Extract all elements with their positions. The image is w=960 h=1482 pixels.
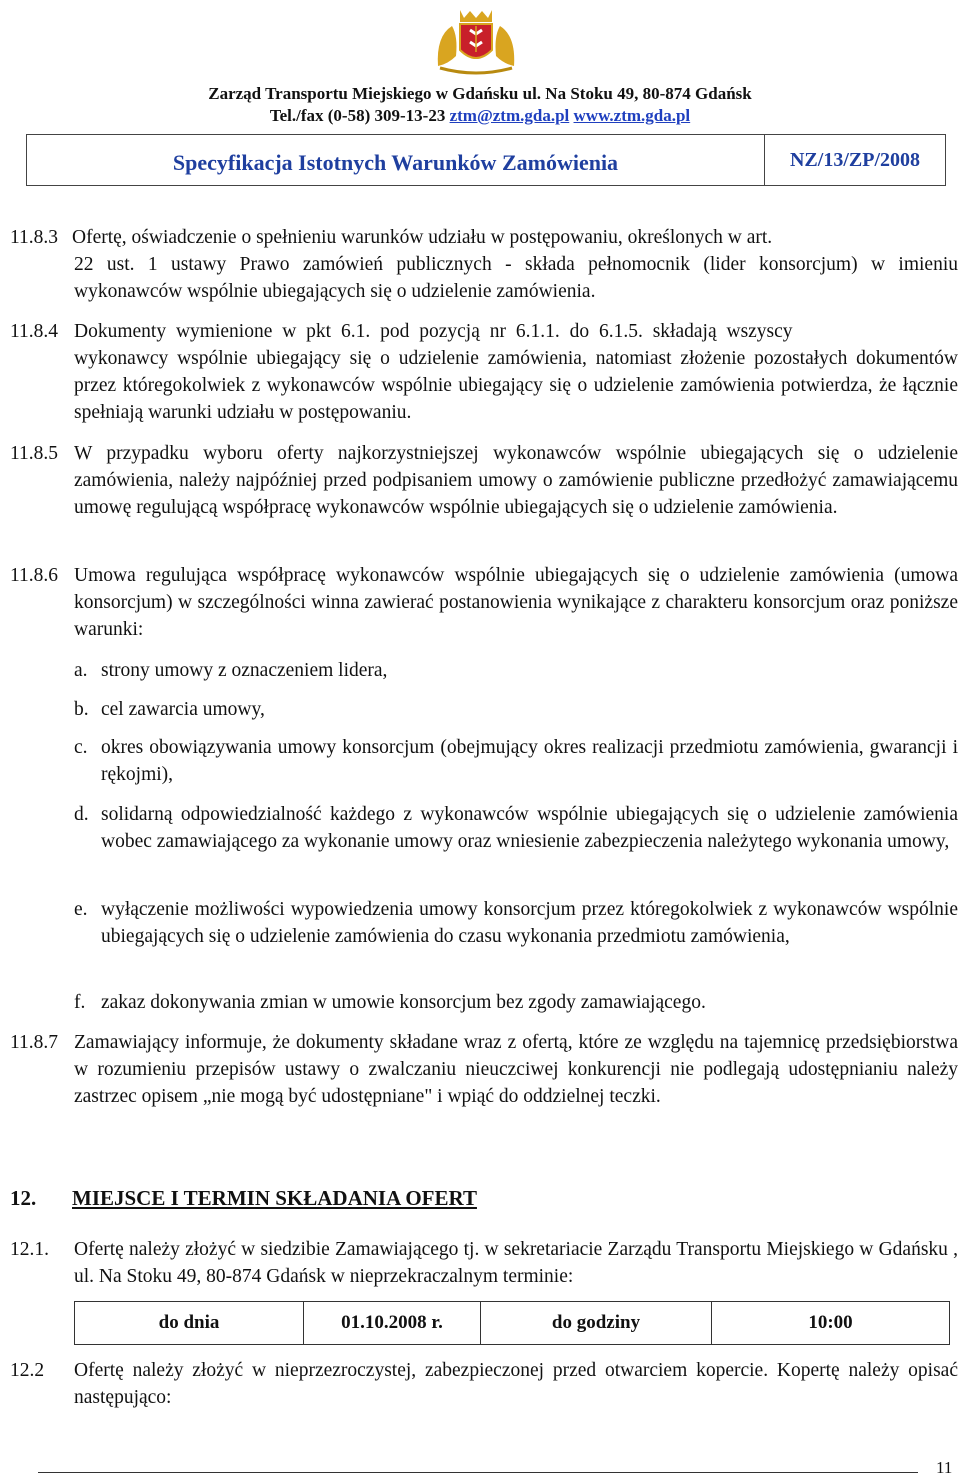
- paragraph-number: 11.8.5: [10, 443, 59, 464]
- paragraph-text: wykonawcy wspólnie ubiegający się o udzielenie zamówienia, natomiast złożenie pozostałych dokumentów przez któregokolwiek z wykonawców wspólnie ubiegający się o udzielenie zamówienia potwierdza, że łącznie spełniają warunki udziału w postępowaniu.: [74, 348, 958, 423]
- item-letter: c.: [74, 737, 88, 758]
- footer-divider: [38, 1472, 918, 1473]
- item-text: zakaz dokonywania zmian w umowie konsorcjum bez zgody zamawiającego.: [101, 992, 706, 1013]
- deadline-table: [74, 1301, 950, 1345]
- item-letter: d.: [74, 804, 89, 825]
- website-link[interactable]: www.ztm.gda.pl: [573, 106, 691, 125]
- paragraph-number: 12.2: [10, 1360, 45, 1381]
- spec-title: Specyfikacja Istotnych Warunków Zamówienia: [27, 135, 765, 185]
- date-value: 01.10.2008 r.: [304, 1302, 481, 1345]
- paragraph-text: Zamawiający informuje, że dokumenty składane wraz z ofertą, które ze względu na tajemnicę przedsiębiorstwa w rozumieniu przepisów ustawy o zwalczaniu nieuczciwej konkurencji nie podlegają udostępnianiu należy zastrzec opisem „nie mogą być udostępniane" i wpiąć do oddzielnej teczki.: [74, 1032, 958, 1107]
- paragraph-text: Umowa regulująca współpracę wykonawców wspólnie ubiegających się o udzielenie zamówienia (umowa konsorcjum) w szczególności winna zawierać postanowienia wynikające z charakteru konsorcjum oraz poniższe warunki:: [74, 565, 958, 640]
- paragraph-number: 11.8.6: [10, 565, 59, 586]
- paragraph-text: Ofertę należy złożyć w nieprzezroczystej, zabezpieczonej przed otwarciem kopercie. Kopertę należy opisać następująco:: [74, 1360, 958, 1408]
- item-text: okres obowiązywania umowy konsorcjum (obejmujący okres realizacji przedmiotu zamówienia, gwarancji i rękojmi),: [101, 737, 958, 785]
- paragraph-first-line: Ofertę, oświadczenie o spełnieniu warunków udziału w postępowaniu, określonych w art.: [72, 227, 773, 248]
- date-label: do dnia: [75, 1302, 304, 1345]
- item-letter: b.: [74, 699, 89, 720]
- paragraph-number: 11.8.3: [10, 227, 59, 248]
- spec-header-box: [26, 134, 946, 186]
- paragraph-number: 11.8.4: [10, 321, 59, 342]
- time-label: do godziny: [481, 1302, 712, 1345]
- item-text: cel zawarcia umowy,: [101, 699, 265, 720]
- phone-fax: Tel./fax (0-58) 309-13-23: [269, 106, 446, 125]
- section-title: MIEJSCE I TERMIN SKŁADANIA OFERT: [72, 1186, 477, 1210]
- gdansk-crest-icon: [430, 6, 522, 78]
- case-number: NZ/13/ZP/2008: [789, 149, 920, 171]
- page-number: 11: [936, 1458, 953, 1477]
- item-letter: f.: [74, 992, 86, 1013]
- organization-line: Zarząd Transportu Miejskiego w Gdańsku ul. Na Stoku 49, 80-874 Gdańsk: [208, 84, 752, 103]
- paragraph-text: Ofertę należy złożyć w siedzibie Zamawiającego tj. w sekretariacie Zarządu Transportu Miejskiego w Gdańsku , ul. Na Stoku 49, 80-874 Gdańsk w nieprzekraczalnym terminie:: [74, 1239, 958, 1287]
- paragraph-text: W przypadku wyboru oferty najkorzystniejszej wykonawców wspólnie ubiegających się o udzielenie zamówienia, należy najpóźniej przed podpisaniem umowy o zamówienie publiczne przedłożyć zamawiającemu umowę regulującą współpracę wykonawców wspólnie ubiegających się o udzielenie zamówienia.: [74, 443, 958, 518]
- table-row: [75, 1302, 950, 1345]
- section-heading: [10, 1186, 477, 1211]
- paragraph-number: 11.8.7: [10, 1032, 59, 1053]
- email-link[interactable]: ztm@ztm.gda.pl: [449, 106, 570, 125]
- contact-line: [0, 106, 960, 126]
- item-letter: e.: [74, 899, 88, 920]
- item-text: wyłączenie możliwości wypowiedzenia umowy konsorcjum przez któregokolwiek z wykonawców wspólnie ubiegających się o udzielenie zamówienia do czasu wykonania przedmiotu zamówienia,: [101, 899, 958, 947]
- paragraph-first-line: Dokumenty wymienione w pkt 6.1. pod pozycją nr 6.1.1. do 6.1.5. składają wszyscy: [74, 321, 793, 342]
- item-text: solidarną odpowiedzialność każdego z wykonawców wspólnie ubiegających się o udzielenie zamówienia wobec zamawiającego za wykonanie umowy oraz wniesienie zabezpieczenia należytego wykonania umowy,: [101, 804, 958, 852]
- item-letter: a.: [74, 660, 88, 681]
- section-number: 12.: [10, 1186, 37, 1210]
- time-value: 10:00: [712, 1302, 950, 1345]
- paragraph-text: 22 ust. 1 ustawy Prawo zamówień publicznych - składa pełnomocnik (lider konsorcjum) w imieniu wykonawców wspólnie ubiegających się o udzielenie zamówienia.: [74, 254, 958, 302]
- paragraph-number: 12.1.: [10, 1239, 49, 1260]
- item-text: strony umowy z oznaczeniem lidera,: [101, 660, 388, 681]
